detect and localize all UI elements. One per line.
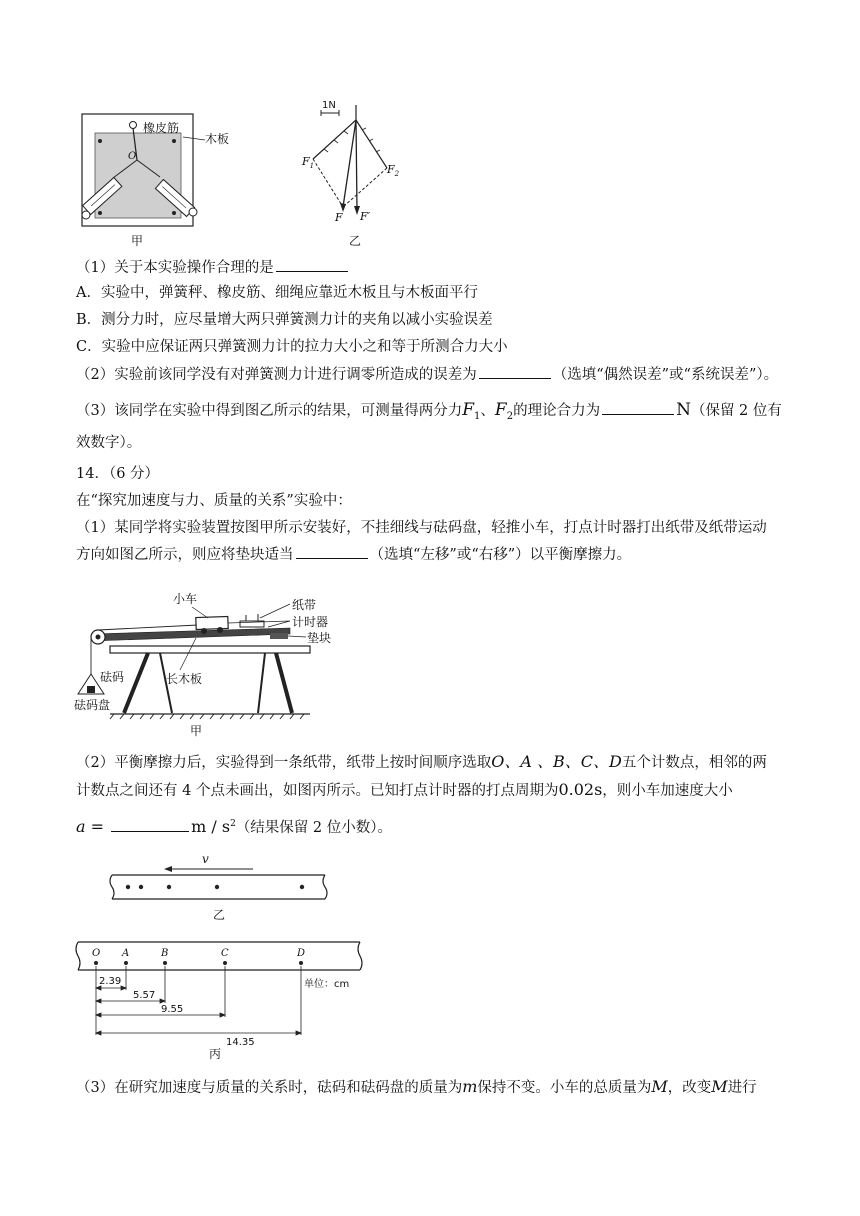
label-f1: $F_1$ <box>302 155 315 171</box>
label-scale-1n: 1N <box>322 100 336 111</box>
q14-header: 14．（6 分） <box>76 466 160 482</box>
caption-bing: 丙 <box>209 1047 222 1061</box>
label-rubber-band: 橡皮筋 <box>143 121 180 135</box>
distance-oc: 9.55 <box>161 1004 184 1015</box>
q13-part3-cont: 效数字）。 <box>76 435 142 451</box>
point-d: D <box>297 948 306 959</box>
label-f-prime: F′ <box>360 210 371 223</box>
q14-intro: 在“探究加速度与力、质量的关系”实验中： <box>76 493 352 509</box>
q14-part2-line2: 计数点之间还有 4 个点未画出，如图丙所示。已知打点计时器的打点周期为0.02s，则小车加速度大小 <box>76 780 733 799</box>
q13-option-b[interactable]: B．测分力时，应尽量增大两只弹簧测力计的夹角以减小实验误差 <box>76 312 493 328</box>
label-f2: $F_2$ <box>387 163 400 179</box>
label-long-board: 长木板 <box>166 672 203 686</box>
label-weight: 砝码 <box>100 670 125 684</box>
label-tape: 纸带 <box>292 598 317 612</box>
q13-part3: （3）该同学在实验中得到图乙所示的结果，可测量得两分力$F_1$、$F_2$的理论合力为 N（保留 2 位有 <box>76 400 782 422</box>
q14-part1-line1: （1）某同学将实验装置按图甲所示安装好，不挂细线与砝码盘，轻推小车，打点计时器打出纸带及纸带运动 <box>76 520 767 536</box>
label-f: F <box>335 211 343 224</box>
label-block: 垫块 <box>307 631 332 645</box>
point-a: A <box>122 948 130 959</box>
label-cart: 小车 <box>173 592 198 606</box>
label-velocity: v <box>202 852 209 866</box>
label-timer: 计时器 <box>292 615 329 629</box>
q13-option-c[interactable]: C．实验中应保证两只弹簧测力计的拉力大小之和等于所测合力大小 <box>76 339 508 355</box>
q13-option-a[interactable]: A．实验中，弹簧秤、橡皮筋、细绳应靠近木板且与木板面平行 <box>76 285 478 301</box>
point-o: O <box>92 948 101 959</box>
caption-jia-2: 甲 <box>190 724 203 738</box>
distance-od: 14.35 <box>226 1037 255 1048</box>
q14-part2-line1: （2）平衡摩擦力后，实验得到一条纸带，纸带上按时间顺序选取O、A 、B、C、D五个计数点，相邻的两 <box>76 752 767 771</box>
caption-yi-2: 乙 <box>213 908 226 922</box>
caption-yi: 乙 <box>349 234 362 248</box>
unit-label: 单位：cm <box>304 979 350 990</box>
q14-part1-line2: 方向如图乙所示，则应将垫块适当 （选填“左移”或“右移”）以平衡摩擦力。 <box>76 544 631 565</box>
distance-oa: 2.39 <box>99 976 122 987</box>
point-c: C <box>221 948 229 959</box>
q13-part1: （1）关于本实验操作合理的是 <box>76 257 350 278</box>
q14-part3: （3）在研究加速度与质量的关系时，砝码和砝码盘的质量为m保持不变。小车的总质量为M，改变M进行 <box>76 1077 757 1096</box>
label-point-o: O <box>128 151 137 162</box>
label-pan: 砝码盘 <box>74 698 111 712</box>
q14-part2-line3: $a = m / s^2$（结果保留 2 位小数）。 <box>76 816 393 836</box>
label-board: 木板 <box>205 132 230 146</box>
distance-ob: 5.57 <box>133 990 156 1001</box>
q13-part2: （2）实验前该同学没有对弹簧测力计进行调零所造成的误差为 （选填“偶然误差”或“系统误差”）。 <box>76 364 778 385</box>
point-b: B <box>161 948 169 959</box>
caption-jia: 甲 <box>131 234 144 248</box>
